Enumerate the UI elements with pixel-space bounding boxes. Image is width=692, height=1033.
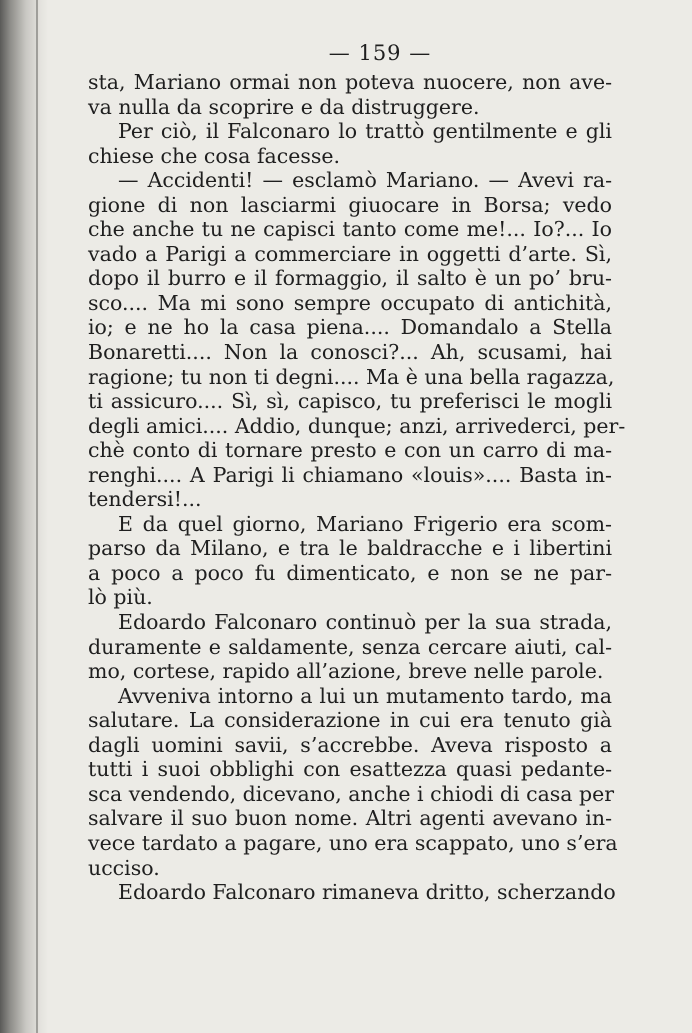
book-page	[88, 36, 626, 905]
text-line: degli amici.... Addio, dunque; anzi, arrivederci, per-	[88, 413, 626, 438]
book-gutter-line	[36, 0, 38, 1033]
text-line: duramente e saldamente, senza cercare aiuti, cal-	[88, 634, 612, 659]
text-line: sco.... Ma mi sono sempre occupato di antichità,	[88, 290, 612, 315]
text-line: tutti i suoi obblighi con esattezza quasi pedante-	[88, 757, 612, 782]
text-line: chè conto di tornare presto e con un carro di ma-	[88, 438, 612, 463]
text-line: Bonaretti.... Non la conosci?... Ah, scusami, hai	[88, 340, 612, 365]
text-line: Per ciò, il Falconaro lo trattò gentilmente e gli	[118, 119, 612, 144]
text-line: sta, Mariano ormai non poteva nuocere, non ave-	[88, 70, 612, 94]
text-line: gione di non lasciarmi giuocare in Borsa; vedo	[88, 192, 612, 217]
text-line: Avveniva intorno a lui un mutamento tardo, ma	[118, 683, 612, 708]
text-line: Edoardo Falconaro rimaneva dritto, scherzando	[118, 880, 616, 905]
text-line: Edoardo Falconaro continuò per la sua strada,	[118, 610, 612, 635]
text-line: chiese che cosa facesse.	[88, 143, 341, 168]
text-line: che anche tu ne capisci tanto come me!... Io?... Io	[88, 217, 612, 242]
text-line: salutare. La considerazione in cui era tenuto già	[88, 708, 612, 733]
page-body-text	[88, 70, 626, 905]
text-line: — Accidenti! — esclamò Mariano. — Avevi ra-	[118, 168, 612, 193]
text-line: renghi.... A Parigi li chiamano «louis».... Basta in-	[88, 462, 612, 487]
text-line: sca vendendo, dicevano, anche i chiodi di casa per	[88, 781, 615, 806]
text-line: va nulla da scoprire e da distruggere.	[88, 94, 480, 119]
text-line: io; e ne ho la casa piena.... Domandalo a Stella	[88, 315, 612, 340]
text-line: vado a Parigi a commerciare in oggetti d’arte. Sì,	[88, 241, 612, 266]
text-line: ragione; tu non ti degni.... Ma è una bella ragazza,	[88, 364, 615, 389]
text-line: parso da Milano, e tra le baldracche e i libertini	[88, 536, 612, 561]
text-line: a poco a poco fu dimenticato, e non se ne par-	[88, 560, 612, 585]
text-line: dagli uomini savii, s’accrebbe. Aveva risposto a	[88, 732, 612, 757]
text-line: vece tardato a pagare, uno era scappato, uno s’era	[88, 830, 618, 855]
text-line: lò più.	[88, 585, 153, 610]
text-line: ti assicuro.... Sì, sì, capisco, tu preferisci le mogli	[88, 389, 612, 414]
text-line: salvare il suo buon nome. Altri agenti avevano in-	[88, 806, 612, 831]
text-line: dopo il burro e il formaggio, il salto è un po’ bru-	[88, 266, 612, 291]
text-line: E da quel giorno, Mariano Frigerio era scom-	[118, 511, 612, 536]
book-binding-shadow	[0, 0, 48, 1033]
text-line: mo, cortese, rapido all’azione, breve nelle parole.	[88, 659, 604, 684]
page-number: — 159 —	[328, 41, 432, 65]
text-line: ucciso.	[88, 855, 160, 880]
text-line: tendersi!...	[88, 487, 202, 512]
